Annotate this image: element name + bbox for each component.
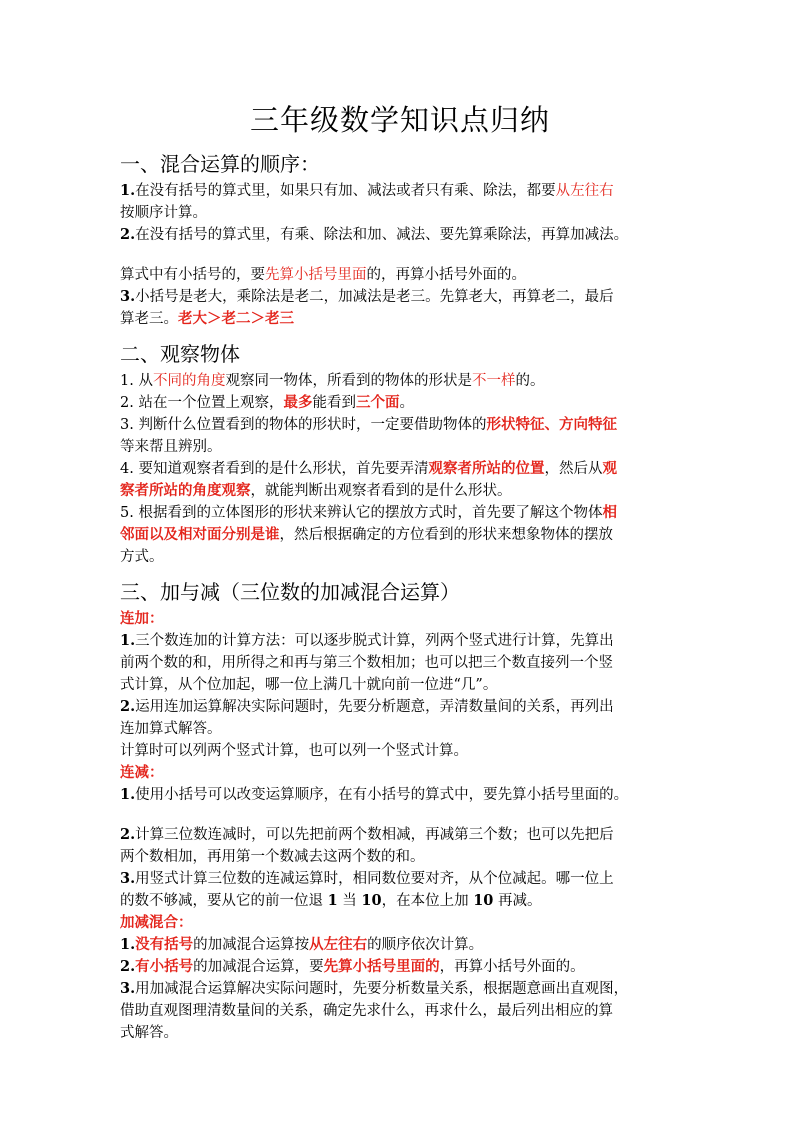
- s2-l1-b: 观察同一物体，所看到的物体的形状是: [225, 373, 472, 389]
- s3-c2-b: ，再算小括号外面的。: [439, 959, 585, 975]
- s2-l7-a: 5. 根据看到的立体图形的形状来辨认它的摆放方式时，首先要了解这个物体: [120, 505, 603, 521]
- s2-l2-c: 。: [399, 395, 414, 411]
- s3-c2-red2: 先算小括号里面的: [323, 958, 440, 975]
- s3-a6: 计算时可以列两个竖式计算，也可以列一个竖式计算。: [120, 743, 468, 759]
- s1-line-6: [120, 308, 680, 330]
- s2-l6-red: 察者所站的角度观察: [120, 482, 251, 499]
- s2-l1-c: 的。: [515, 373, 545, 389]
- s2-l1-red2: 不一样: [471, 373, 516, 389]
- s3-b5: [120, 890, 680, 912]
- s2-l1-red1: 不同的角度: [152, 373, 226, 389]
- s2-l3-red: 形状特征、方向特征: [486, 416, 617, 433]
- s2-l5-b: ，然后从: [544, 461, 603, 477]
- s3-c1: [120, 934, 680, 956]
- s3-sub-lianjian: 连减：: [120, 764, 164, 781]
- s2-line-9: 方式。: [120, 549, 164, 565]
- s3-b5-n1: 1: [327, 892, 338, 909]
- s1-l4-red: 先算小括号里面: [265, 267, 367, 283]
- s3-b2-num: 2.: [120, 826, 136, 843]
- s2-l6-b: ，就能判断出观察者看到的是什么形状。: [250, 483, 512, 499]
- s3-c2-num: 2.: [120, 958, 136, 975]
- s3-c2: [120, 956, 680, 978]
- s3-b2-text: 计算三位数连减时，可以先把前两个数相减，再减第三个数；也可以先把后: [135, 827, 614, 843]
- s1-line-2: 按顺序计算。: [120, 205, 207, 221]
- s1-l1-num: 1.: [120, 182, 136, 199]
- s2-line-5: [120, 458, 680, 480]
- s3-a4: [120, 696, 680, 718]
- s2-l8-red: 邻面以及相对面分别是谁: [120, 526, 280, 543]
- s3-b1-num: 1.: [120, 786, 136, 803]
- section-3-heading: 三、加与减（三位数的加减混合运算）: [120, 580, 460, 604]
- s3-b4-num: 3.: [120, 870, 136, 887]
- s3-c3-num: 3.: [120, 980, 136, 997]
- s1-line-1: [120, 180, 680, 202]
- s1-l5-text: 小括号是老大，乘除法是老二，加减法是老三。先算老大，再算老二，最后: [135, 289, 614, 305]
- section-2-heading: 二、观察物体: [120, 342, 240, 366]
- s3-a3: 式计算，从个位加起，哪一位上满几十就向前一位进“几”。: [120, 677, 498, 693]
- s2-l7-red: 相: [602, 504, 617, 521]
- s3-b5-a: 的数不够减，要从它的前一位退: [120, 893, 328, 909]
- s3-b5-n3: 10: [473, 892, 494, 909]
- s3-a1-text: 三个数连加的计算方法：可以逐步脱式计算，列两个竖式进行计算，先算出: [135, 633, 614, 649]
- s3-a1: [120, 630, 680, 652]
- s3-c4: 借助直观图理清数量间的关系，确定先求什么，再求什么，最后列出相应的算: [120, 1003, 613, 1019]
- s3-a5: 连加算式解答。: [120, 721, 222, 737]
- s3-c1-red1: 没有括号: [135, 936, 194, 953]
- s3-b4: [120, 868, 680, 890]
- s1-line-5: [120, 286, 680, 308]
- s2-line-8: [120, 524, 680, 546]
- s3-b5-b: 当: [337, 893, 362, 909]
- s2-line-1: [120, 370, 680, 392]
- s1-l5-num: 3.: [120, 288, 136, 305]
- s2-l2-red1: 最多: [283, 394, 313, 411]
- s2-l2-b: 能看到: [312, 395, 356, 411]
- s2-l3-a: 3. 判断什么位置看到的物体的形状时，一定要借助物体的: [120, 417, 487, 433]
- s2-l2-a: 2. 站在一个位置上观察，: [120, 395, 284, 411]
- s3-c3-text: 用加减混合运算解决实际问题时，先要分析数量关系，根据题意画出直观图，: [135, 981, 629, 997]
- s3-sub-jiajianhunhe: 加减混合：: [120, 914, 193, 931]
- s1-l4-text-b: 的，再算小括号外面的。: [366, 267, 526, 283]
- s3-b5-c: ，在本位上加: [381, 893, 474, 909]
- s3-c1-red2: 从左往右: [309, 936, 368, 953]
- s3-b2: [120, 824, 680, 846]
- s2-line-3: [120, 414, 680, 436]
- s2-l8-b: ，然后根据确定的方位看到的形状来想象物体的摆放: [279, 527, 613, 543]
- s1-l3-text: 在没有括号的算式里，有乘、除法和加、减法、要先算乘除法，再算加减法。: [135, 227, 629, 243]
- s3-b1-text: 使用小括号可以改变运算顺序，在有小括号的算式中，要先算小括号里面的。: [135, 787, 629, 803]
- s3-c1-a: 的加减混合运算按: [193, 937, 310, 953]
- page-title: 三年级数学知识点归纳: [249, 103, 550, 137]
- s1-l6-red: 老大＞老二＞老三: [178, 310, 294, 327]
- s3-a1-num: 1.: [120, 632, 136, 649]
- s2-line-7: [120, 502, 680, 524]
- s2-l5-red: 观察者所站的位置: [428, 460, 545, 477]
- s3-c2-red1: 有小括号: [135, 958, 194, 975]
- s3-c1-num: 1.: [120, 936, 136, 953]
- s1-l1-red: 从左往右: [555, 183, 614, 199]
- s1-l4-text-a: 算式中有小括号的，要: [120, 267, 265, 283]
- s2-line-4: 等来帮且辨别。: [120, 439, 222, 455]
- s2-l5-red2: 观: [602, 460, 617, 477]
- s1-l1-text: 在没有括号的算式里，如果只有加、减法或者只有乘、除法，都要: [135, 183, 556, 199]
- s3-a4-text: 运用连加运算解决实际问题时，先要分析题意，弄清数量间的关系，再列出: [135, 699, 614, 715]
- s3-b1: [120, 784, 680, 806]
- s1-l3-num: 2.: [120, 226, 136, 243]
- s1-line-4: [120, 264, 680, 286]
- s3-c3: [120, 978, 680, 1000]
- s3-c1-b: 的顺序依次计算。: [367, 937, 484, 953]
- s2-line-2: [120, 392, 680, 414]
- s3-b5-n2: 10: [361, 892, 382, 909]
- s3-b4-text: 用竖式计算三位数的连减运算时，相同数位要对齐，从个位减起。哪一位上: [135, 871, 614, 887]
- s3-c5: 式解答。: [120, 1025, 178, 1041]
- s3-c2-a: 的加减混合运算，要: [193, 959, 324, 975]
- s1-line-3: [120, 224, 680, 246]
- section-1-heading: 一、混合运算的顺序：: [120, 152, 320, 176]
- s3-b5-d: 再减。: [493, 893, 542, 909]
- s1-l6-text: 算老三。: [120, 311, 178, 327]
- s2-line-6: [120, 480, 680, 502]
- s3-b3: 两个数相加，再用第一个数减去这两个数的和。: [120, 849, 425, 865]
- s2-l2-red2: 三个面: [355, 394, 400, 411]
- s2-l5-a: 4. 要知道观察者看到的是什么形状，首先要弄清: [120, 461, 429, 477]
- s3-sub-lianjia: 连加：: [120, 610, 164, 627]
- s3-a2: 前两个数的和，用所得之和再与第三个数相加；也可以把三个数直接列一个竖: [120, 655, 613, 671]
- s2-l1-a: 1. 从: [120, 373, 153, 389]
- s3-a4-num: 2.: [120, 698, 136, 715]
